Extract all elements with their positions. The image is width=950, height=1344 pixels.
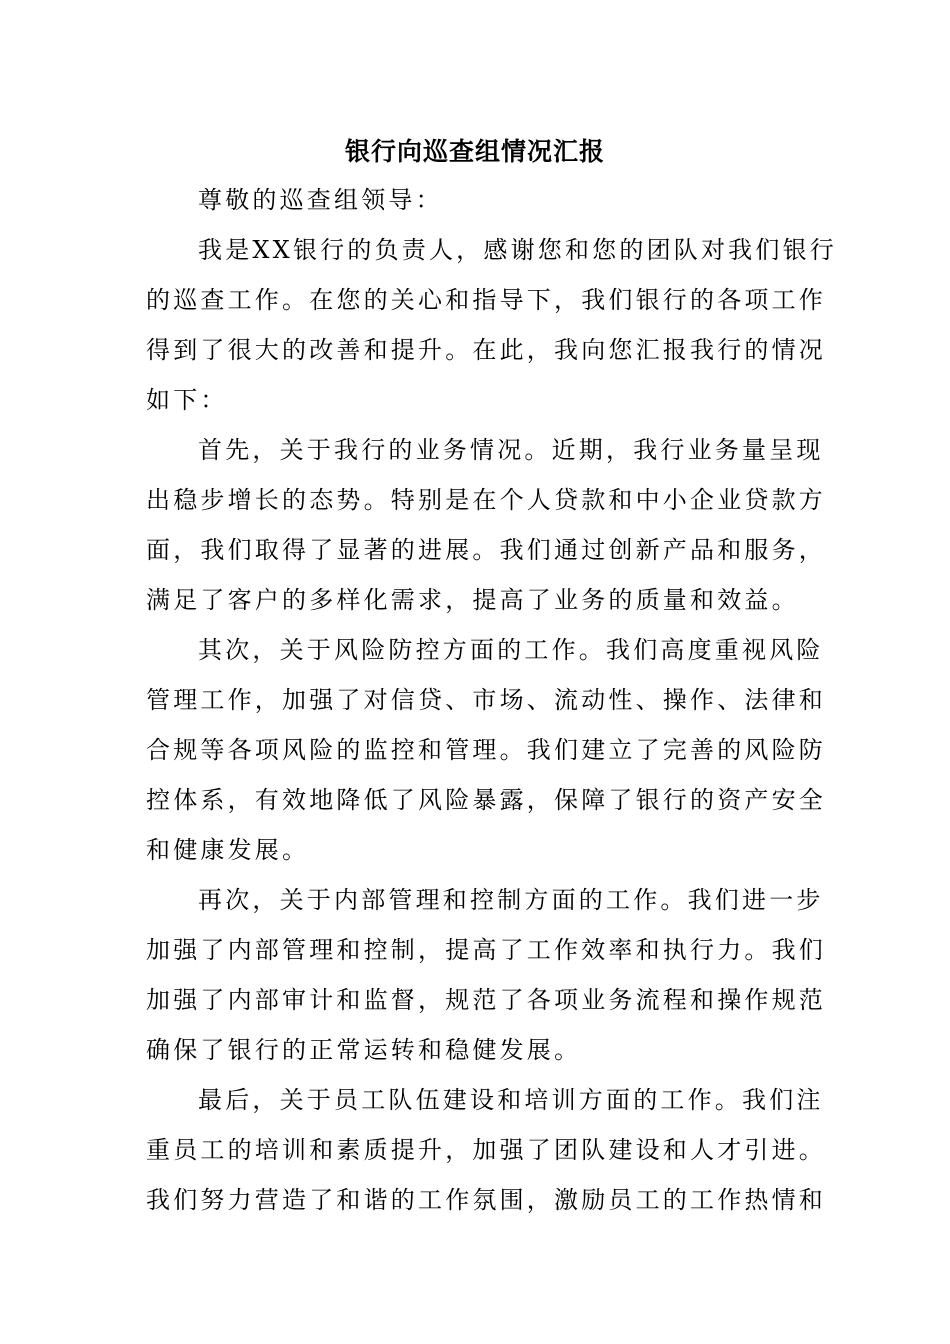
paragraph-line: 加强了内部管理和控制，提高了工作效率和执行力。我们	[146, 936, 826, 964]
paragraph-line: 和健康发展。	[146, 836, 310, 864]
document-title: 银行向巡查组情况汇报	[344, 137, 605, 166]
paragraph-line: 如下：	[146, 386, 228, 414]
paragraph-line: 我是XX银行的负责人，感谢您和您的团队对我们银行	[198, 236, 837, 264]
document-body	[146, 175, 837, 1225]
salutation-line: 尊敬的巡查组领导：	[198, 186, 443, 214]
paragraph-line: 合规等各项风险的监控和管理。我们建立了完善的风险防	[146, 736, 826, 764]
paragraph-line: 最后，关于员工队伍建设和培训方面的工作。我们注	[198, 1086, 824, 1114]
paragraph-line: 得到了很大的改善和提升。在此，我向您汇报我行的情况	[146, 336, 826, 364]
paragraph-line: 的巡查工作。在您的关心和指导下，我们银行的各项工作	[146, 286, 826, 314]
paragraph-line: 出稳步增长的态势。特别是在个人贷款和中小企业贷款方	[146, 486, 826, 514]
paragraph-line: 首先，关于我行的业务情况。近期，我行业务量呈现	[198, 436, 824, 464]
paragraph-line: 我们努力营造了和谐的工作氛围，激励员工的工作热情和	[146, 1186, 826, 1214]
paragraph-line: 面，我们取得了显著的进展。我们通过创新产品和服务，	[146, 536, 826, 564]
paragraph-line: 其次，关于风险防控方面的工作。我们高度重视风险	[198, 636, 824, 664]
paragraph-line: 确保了银行的正常运转和稳健发展。	[146, 1036, 582, 1064]
paragraph-line: 再次，关于内部管理和控制方面的工作。我们进一步	[198, 886, 824, 914]
paragraph-line: 管理工作，加强了对信贷、市场、流动性、操作、法律和	[146, 686, 826, 714]
paragraph-line: 满足了客户的多样化需求，提高了业务的质量和效益。	[146, 586, 799, 614]
paragraph-line: 重员工的培训和素质提升，加强了团队建设和人才引进。	[146, 1136, 826, 1164]
paragraph-line: 加强了内部审计和监督，规范了各项业务流程和操作规范	[146, 986, 826, 1014]
paragraph-line: 控体系，有效地降低了风险暴露，保障了银行的资产安全	[146, 786, 826, 814]
